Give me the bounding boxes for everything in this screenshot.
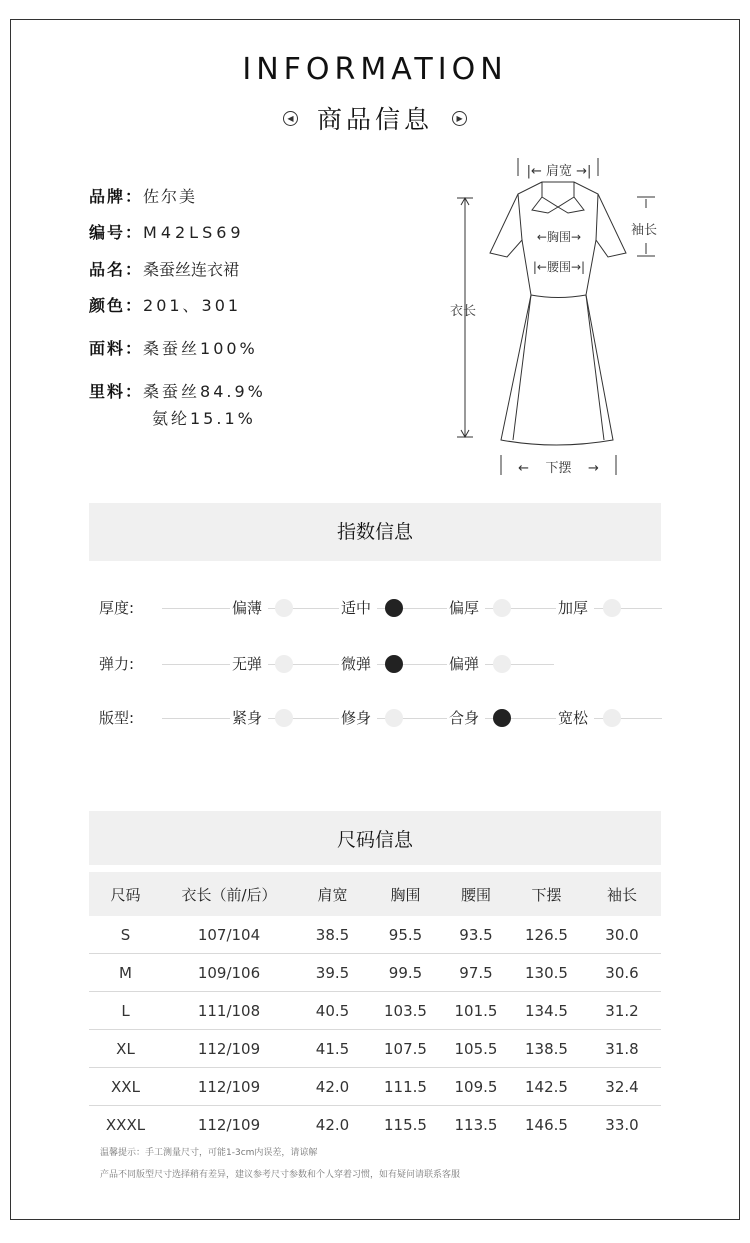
index-label: 弹力: <box>99 655 135 673</box>
size-cell: 146.5 <box>525 1115 568 1134</box>
size-cell: 42.0 <box>296 1068 369 1106</box>
lining-value-1: 桑蚕丝84.9% <box>143 382 266 401</box>
size-cell: 41.5 <box>296 1030 369 1068</box>
index-row-fit <box>89 706 664 730</box>
arrow-left-icon: |← <box>526 164 542 179</box>
diagram-length-label: 衣长 <box>450 304 477 319</box>
index-dot <box>275 709 293 727</box>
index-dot <box>603 599 621 617</box>
size-cell: 40.5 <box>296 992 369 1030</box>
index-option: 偏薄 <box>230 596 268 620</box>
index-row-thickness <box>89 596 664 620</box>
diagram-waist-label: |←腰围→| <box>532 260 586 274</box>
index-dot <box>603 709 621 727</box>
size-cell: 30.0 <box>583 916 661 954</box>
size-cell: 142.5 <box>510 1068 583 1106</box>
size-cell: 105.5 <box>442 1030 510 1068</box>
index-dot <box>275 655 293 673</box>
index-dot <box>493 599 511 617</box>
size-header-cell: 腰围 <box>442 872 510 916</box>
size-cell: XL <box>89 1030 162 1068</box>
size-cell: 38.5 <box>296 916 369 954</box>
size-cell: 33.0 <box>605 1115 639 1134</box>
size-header-cell: 下摆 <box>510 872 583 916</box>
index-section-title: 指数信息 <box>89 503 661 561</box>
size-cell: 109.5 <box>442 1068 510 1106</box>
diagram-chest-label: ←胸围→ <box>536 230 582 244</box>
color-label: 颜色： <box>89 296 144 315</box>
circle-left-arrow-icon: ◀ <box>283 111 298 126</box>
size-cell: 101.5 <box>442 992 510 1030</box>
size-cell: 31.8 <box>583 1030 661 1068</box>
size-cell: 31.2 <box>583 992 661 1030</box>
index-option: 紧身 <box>230 706 268 730</box>
color-value: 201、301 <box>143 296 242 315</box>
index-option: 偏弹 <box>447 652 485 676</box>
index-dot-selected <box>493 709 511 727</box>
info-fabric <box>89 336 258 359</box>
table-row <box>89 1068 661 1106</box>
name-label: 品名： <box>89 260 144 279</box>
size-cell: M <box>89 954 162 992</box>
lining-label: 里料： <box>89 382 144 401</box>
index-label: 厚度: <box>99 599 135 617</box>
info-lining <box>89 379 266 402</box>
size-cell: 126.5 <box>510 916 583 954</box>
arrow-right-icon: →| <box>576 164 592 179</box>
size-cell: 134.5 <box>510 992 583 1030</box>
index-dot <box>275 599 293 617</box>
size-section-title: 尺码信息 <box>89 811 661 865</box>
fabric-value: 桑蚕丝100% <box>143 339 258 358</box>
info-code <box>89 220 245 243</box>
size-cell: 97.5 <box>442 954 510 992</box>
size-header-cell: 衣长（前/后） <box>162 872 296 916</box>
size-header-cell: 尺码 <box>89 872 162 916</box>
size-cell: XXL <box>89 1068 162 1106</box>
size-cell: 30.6 <box>583 954 661 992</box>
size-cell: 138.5 <box>510 1030 583 1068</box>
size-cell: 39.5 <box>296 954 369 992</box>
size-header-cell: 肩宽 <box>296 872 369 916</box>
diagram-sleeve-label: 袖长 <box>631 223 658 238</box>
index-option: 无弹 <box>230 652 268 676</box>
size-header-cell: 胸围 <box>369 872 442 916</box>
size-cell: 99.5 <box>369 954 442 992</box>
diagram-shoulder-label: |← 肩宽 →| <box>526 164 592 179</box>
size-cell: S <box>89 916 162 954</box>
lining-value-2: 氨纶15.1% <box>152 409 256 428</box>
size-cell: 42.0 <box>315 1115 350 1134</box>
table-row <box>89 1030 661 1068</box>
index-dot-selected <box>385 655 403 673</box>
table-row <box>89 916 661 954</box>
table-row <box>89 992 661 1030</box>
page-title-cn-wrap <box>0 100 750 136</box>
name-value: 桑蚕丝连衣裙 <box>143 260 240 279</box>
index-option: 适中 <box>339 596 377 620</box>
index-option: 合身 <box>447 706 485 730</box>
index-row-elasticity <box>89 652 664 676</box>
size-cell: 115.5 <box>384 1115 427 1134</box>
index-dot-selected <box>385 599 403 617</box>
code-label: 编号： <box>89 223 144 242</box>
size-cell: 95.5 <box>369 916 442 954</box>
size-cell: 93.5 <box>442 916 510 954</box>
index-label: 版型: <box>99 709 135 727</box>
size-cell: 112/109 <box>162 1030 296 1068</box>
size-table-header <box>89 872 661 916</box>
index-option: 加厚 <box>556 596 594 620</box>
index-dot <box>385 709 403 727</box>
size-cell: 111/108 <box>162 992 296 1030</box>
info-lining-2 <box>152 406 256 429</box>
note-line-1: 温馨提示：手工测量尺寸，可能1-3cm内误差，请谅解 <box>100 1148 318 1158</box>
size-table <box>89 872 661 1143</box>
size-cell: XXXL <box>105 1115 146 1134</box>
code-value: M42LS69 <box>143 223 245 242</box>
size-cell: L <box>89 992 162 1030</box>
diagram-hem-label: ← 下摆 → <box>518 461 599 476</box>
index-option: 偏厚 <box>447 596 485 620</box>
brand-value: 佐尔美 <box>143 187 198 206</box>
brand-label: 品牌： <box>89 187 144 206</box>
size-header-cell: 袖长 <box>583 872 661 916</box>
index-dot <box>493 655 511 673</box>
size-cell: 112/109 <box>162 1068 296 1106</box>
info-name <box>89 257 239 280</box>
page-title-en: INFORMATION <box>242 52 508 87</box>
circle-right-arrow-icon: ▶ <box>452 111 467 126</box>
page-title-cn: 商品信息 <box>316 105 433 134</box>
table-row <box>89 954 661 992</box>
size-cell: 112/109 <box>197 1115 261 1134</box>
size-cell: 107.5 <box>369 1030 442 1068</box>
size-cell: 107/104 <box>162 916 296 954</box>
index-option: 修身 <box>339 706 377 730</box>
note-line-2: 产品不同版型尺寸选择稍有差异，建议参考尺寸参数和个人穿着习惯，如有疑问请联系客服 <box>100 1170 461 1180</box>
size-cell: 103.5 <box>369 992 442 1030</box>
index-option: 微弹 <box>339 652 377 676</box>
info-brand <box>89 184 197 207</box>
size-cell: 113.5 <box>454 1115 498 1134</box>
index-option: 宽松 <box>556 706 594 730</box>
size-cell: 130.5 <box>510 954 583 992</box>
size-cell: 111.5 <box>369 1068 442 1106</box>
size-cell: 32.4 <box>583 1068 661 1106</box>
size-cell: 109/106 <box>162 954 296 992</box>
info-color <box>89 293 241 316</box>
table-row <box>89 1106 661 1144</box>
fabric-label: 面料： <box>89 339 144 358</box>
